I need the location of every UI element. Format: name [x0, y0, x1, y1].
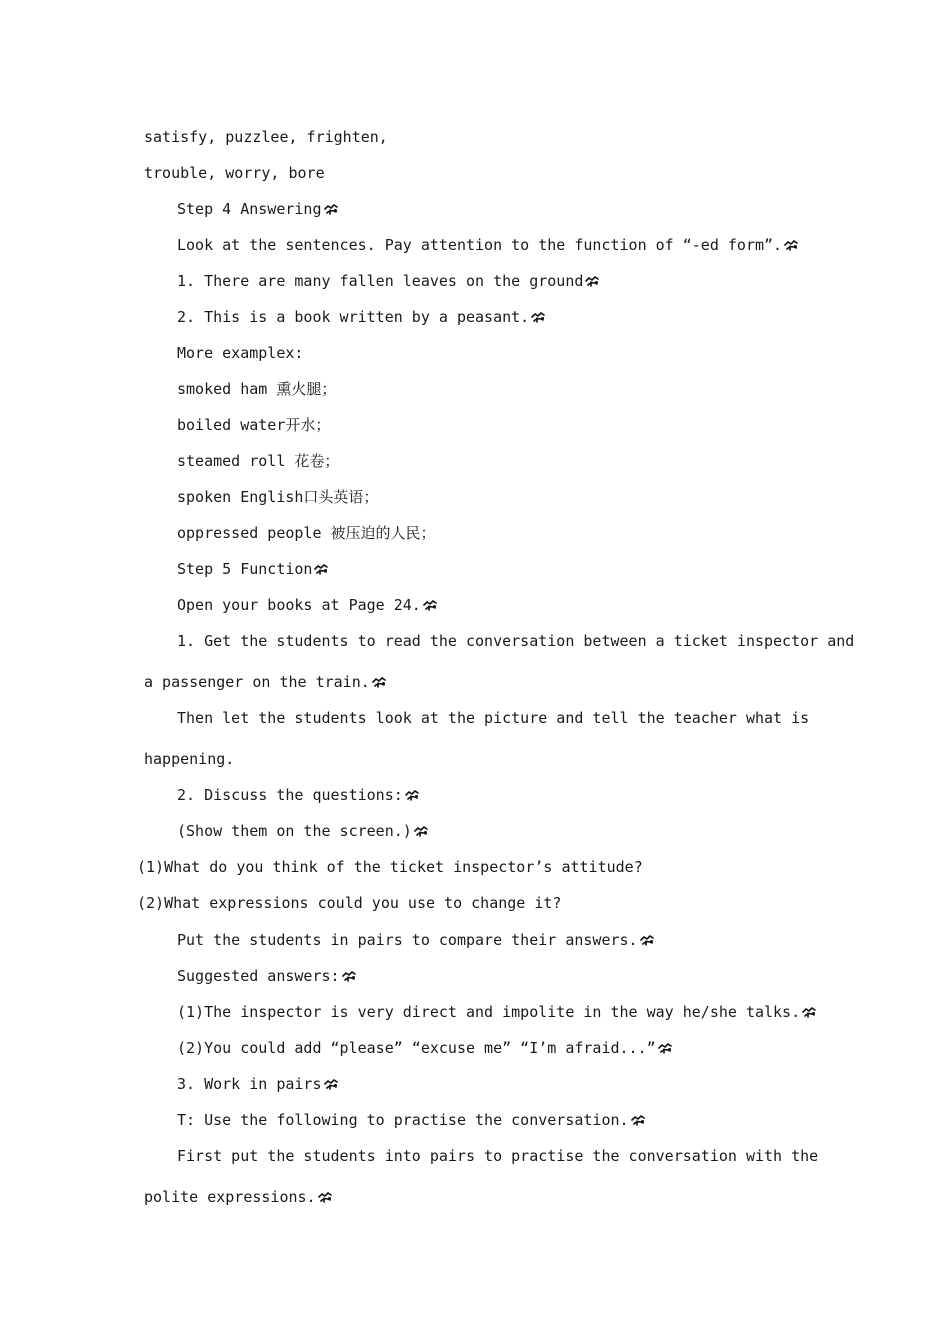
text-line	[177, 930, 655, 950]
text-line	[144, 672, 387, 692]
text-line	[177, 966, 357, 986]
line-text: 1. There are many fallen leaves on the ground	[177, 272, 584, 290]
line-text: 2. This is a book written by a peasant.	[177, 308, 530, 326]
text-line	[177, 1074, 339, 1094]
text-line	[177, 307, 546, 327]
example-item	[177, 523, 436, 543]
text-line: Then let the students look at the picture and tell the teacher what is	[177, 709, 810, 727]
line-text: boiled water开水；	[177, 416, 331, 434]
line-text: happening.	[144, 750, 235, 768]
text-line: First put the students into pairs to practise the conversation with the	[177, 1147, 819, 1165]
line-text: (Show them on the screen.)	[177, 822, 412, 840]
line-text: (1)What do you think of the ticket inspector’s attitude?	[137, 858, 643, 876]
text-line	[177, 235, 799, 255]
line-text: a passenger on the train.	[144, 673, 370, 691]
text-line	[177, 343, 303, 363]
line-text: 3. Work in pairs	[177, 1075, 322, 1093]
watermark-mark-icon	[324, 204, 339, 215]
text-line	[177, 821, 429, 841]
text-line	[177, 595, 438, 615]
example-item	[177, 379, 336, 399]
answer-item	[177, 1038, 673, 1058]
watermark-mark-icon	[585, 276, 600, 287]
text-line	[177, 1110, 646, 1130]
text-line	[144, 749, 234, 769]
example-item	[177, 415, 330, 435]
watermark-mark-icon	[802, 1007, 817, 1018]
example-item	[177, 451, 339, 471]
line-text: More examplex:	[177, 344, 304, 362]
line-text: Suggested answers:	[177, 967, 340, 985]
line-text: Open your books at Page 24.	[177, 596, 421, 614]
line-text: spoken English口头英语；	[177, 488, 379, 506]
watermark-mark-icon	[318, 1192, 333, 1203]
watermark-mark-icon	[414, 826, 429, 837]
line-text: (2)You could add “please” “excuse me” “I’m afraid...”	[177, 1039, 656, 1057]
line-text: satisfy, puzzlee, frighten,	[144, 128, 388, 146]
line-text: oppressed people 被压迫的人民；	[177, 524, 436, 542]
line-text: T: Use the following to practise the conversation.	[177, 1111, 629, 1129]
line-text: Step 5 Function	[177, 560, 313, 578]
step-5-heading	[177, 559, 329, 579]
watermark-mark-icon	[784, 240, 799, 251]
watermark-mark-icon	[531, 312, 546, 323]
line-text: smoked ham 熏火腿；	[177, 380, 337, 398]
text-line: 1. Get the students to read the conversation between a ticket inspector and	[177, 632, 855, 650]
text-line	[177, 271, 600, 291]
question-item	[137, 893, 561, 913]
line-text: polite expressions.	[144, 1188, 316, 1206]
text-line	[144, 127, 388, 147]
text-line	[144, 163, 325, 183]
example-item	[177, 487, 378, 507]
line-text: steamed roll 花卷；	[177, 452, 340, 470]
watermark-mark-icon	[658, 1043, 673, 1054]
watermark-mark-icon	[423, 600, 438, 611]
watermark-mark-icon	[405, 790, 420, 801]
step-4-heading	[177, 199, 339, 219]
line-text: Put the students in pairs to compare their answers.	[177, 931, 638, 949]
line-text: trouble, worry, bore	[144, 164, 325, 182]
text-line	[177, 785, 420, 805]
watermark-mark-icon	[324, 1079, 339, 1090]
line-text: Look at the sentences. Pay attention to the function of “-ed form”.	[177, 236, 783, 254]
line-text: (1)The inspector is very direct and impolite in the way he/she talks.	[177, 1003, 801, 1021]
text-line	[144, 1187, 333, 1207]
watermark-mark-icon	[631, 1115, 646, 1126]
question-item	[137, 857, 643, 877]
watermark-mark-icon	[342, 971, 357, 982]
watermark-mark-icon	[372, 677, 387, 688]
answer-item	[177, 1002, 817, 1022]
watermark-mark-icon	[640, 935, 655, 946]
line-text: 2. Discuss the questions:	[177, 786, 403, 804]
line-text: (2)What expressions could you use to change it?	[137, 894, 562, 912]
line-text: Step 4 Answering	[177, 200, 322, 218]
watermark-mark-icon	[314, 564, 329, 575]
